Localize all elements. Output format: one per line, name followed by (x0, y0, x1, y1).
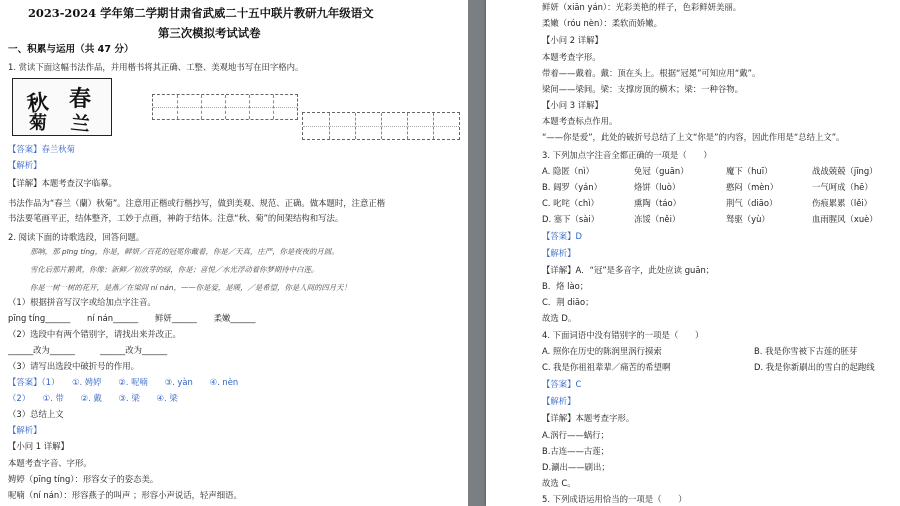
option-a-item: 免冠（guān） (634, 166, 689, 176)
option-c: C. 叱咤（chì） (542, 198, 599, 208)
option-b-item: 一气呵成（hē） (812, 182, 873, 192)
sub-question: （1）根据拼音写汉字或给加点字注音。 (8, 297, 156, 307)
document-page-right (486, 0, 900, 506)
detail-text: B．烙 lào； (542, 281, 589, 291)
option-a-item: 战战兢兢（jīng） (812, 166, 878, 176)
detail-text: “——你是爱”，此处的破折号总结了上文“你是”的内容，因此作用是“总结上文”。 (542, 132, 845, 142)
detail-text: C．荆 diāo； (542, 297, 594, 307)
option-a-item: 魔下（huī） (726, 166, 773, 176)
option-d: D. 我是你新刷出的雪白的起跑线 (754, 362, 875, 372)
answer-label: 【答案】（1） ①. 娉婷 ②. 呢喃 ③. yàn ④. nèn (8, 377, 239, 387)
answer-label: 【答案】D (542, 231, 582, 241)
fill-blank-line: pīng tíng______ ní nán______ 鲜妍______ 柔嫩______ (8, 313, 256, 323)
option-d-item: 驽驱（yù） (726, 214, 770, 224)
option-d: D. 塞下（sài） (542, 214, 600, 224)
answer-label: 【答案】C (542, 379, 582, 389)
answer-text: （2） ①. 带 ②. 戴 ③. 梁 ④. 梁 (8, 393, 178, 403)
detail-text: 带着——戴着。戴：顶在头上。根据“冠冕”可知应用“戴”。 (542, 68, 761, 78)
option-d-item: 血雨腥风（xuè） (812, 214, 878, 224)
poem-line: 那晌，那 pīng tíng，你是，鲜妍／百花的冠冕你戴着，你是／天真，庄严，你是夜夜的月圆。 (30, 247, 339, 256)
calligraphy-char: 秋 (25, 88, 50, 117)
detail-text: 故选 D。 (542, 313, 577, 323)
body-text: 书法要笔画平正，结体整齐，工妙于点画，神韵于结体。注意“秋、菊”的间架结构和写法。 (8, 213, 344, 223)
poem-line: 你是一树一树的花开，是燕／在梁间 ní nán，——你是爱，是暖，／是希望，你是人间的四月天！ (30, 283, 351, 292)
option-b-item: 憨闷（mèn） (726, 182, 779, 192)
writing-grid-1 (152, 94, 298, 120)
option-a: A. 隐匿（nì） (542, 166, 595, 176)
option-c-item: 伤痕累累（lěi） (812, 198, 873, 208)
sub-detail-label: 【小问 2 详解】 (542, 35, 603, 45)
detail-text: 【详解】本题考查字形。 (542, 413, 635, 423)
sub-question: （3）请写出选段中破折号的作用。 (8, 361, 139, 371)
question-1: 1. 赏读下面这幅书法作品，并用楷书将其正确、工整、美观地书写在田字格内。 (8, 62, 304, 72)
sub-detail-label: 【小问 3 详解】 (542, 100, 603, 110)
sub-detail-label: 【小问 1 详解】 (8, 441, 69, 451)
analysis-label: 【解析】 (542, 248, 576, 258)
writing-grid-2 (302, 112, 460, 140)
detail-text: 本题考查标点作用。 (542, 116, 618, 126)
question-2: 2. 阅读下面的诗歌选段，回答问题。 (8, 232, 145, 242)
detail-text: 呢喃（ní nán）：形容燕子的叫声 ；形容小声说话，轻声细语。 (8, 490, 242, 500)
detail-text: B.古连——古莲； (542, 446, 610, 456)
fill-blank-line: ______改为______ ______改为______ (8, 345, 168, 355)
detail-text: D.涮出——刷出； (542, 462, 610, 472)
detail-text: 鲜妍（xiān yán）：光彩美艳的样子，色彩鲜妍美丽。 (542, 2, 742, 12)
calligraphy-image (12, 78, 112, 136)
detail-text: 本题考查字音、字形。 (8, 458, 92, 468)
sub-question: （2）选段中有两个错别字，请找出来并改正。 (8, 329, 181, 339)
page-gap (468, 0, 486, 506)
detail-text: 柔嫩（róu nèn）：柔软而娇嫩。 (542, 18, 663, 28)
poem-line: 雪化后那片鹅黄，你像；新鲜／初放芽的绿，你是；喜悦／水光浮动着你梦期待中白莲。 (30, 265, 319, 274)
option-b: B. 阔罗（yán） (542, 182, 602, 192)
option-c: C. 我是你祖祖辈辈／痛苦的希望啊 (542, 362, 671, 372)
body-text: 书法作品为“春兰（蘭）秋菊”。注意用正楷或行楷抄写，做到美观、规范、正确。做本题时，注意正楷 (8, 198, 386, 208)
page-title-line2: 第三次模拟考试试卷 (158, 26, 261, 40)
section-heading: 一、积累与运用（共 47 分） (8, 44, 134, 55)
calligraphy-char: 菊 (29, 113, 47, 134)
question-3: 3. 下列加点字注音全都正确的一项是（ ） (542, 150, 712, 160)
analysis-label: 【解析】 (8, 425, 42, 435)
detail-text: 本题考查字形。 (542, 52, 601, 62)
page-title-line1: 2023-2024 学年第二学期甘肃省武威二十五中联片教研九年级语文 (28, 6, 374, 20)
answer-label: 【答案】春兰秋菊 (8, 144, 75, 154)
calligraphy-char: 春 (69, 86, 92, 112)
detail-text: 【详解】本题考查汉字临摹。 (8, 178, 117, 188)
analysis-label: 【解析】 (542, 396, 576, 406)
detail-text: 娉婷（pīng tíng）：形容女子的姿态美。 (8, 474, 159, 484)
detail-text: 【详解】A．“冠”是多音字，此处应读 guān； (542, 265, 715, 275)
option-b: B. 我是你雪被下古莲的胚芽 (754, 346, 858, 356)
detail-text: A.涡行——蜗行； (542, 430, 609, 440)
answer-text: （3）总结上文 (8, 409, 64, 419)
option-d-item: 冻馁（něi） (634, 214, 681, 224)
detail-text: 故选 C。 (542, 478, 576, 488)
option-c-item: 荆气（diāo） (726, 198, 778, 208)
calligraphy-char: 兰 (69, 112, 91, 136)
analysis-label: 【解析】 (8, 160, 42, 170)
detail-text: 梁间——梁间。梁：支撑房顶的横木；梁：一种谷物。 (542, 84, 743, 94)
question-5: 5. 下列成语运用恰当的一项是（ ） (542, 494, 687, 504)
question-4: 4. 下面词语中没有错别字的一项是（ ） (542, 330, 704, 340)
option-c-item: 熏陶（táo） (634, 198, 682, 208)
option-b-item: 烙饼（luò） (634, 182, 681, 192)
option-a: A. 照你在历史的陈润里涡行摸索 (542, 346, 662, 356)
